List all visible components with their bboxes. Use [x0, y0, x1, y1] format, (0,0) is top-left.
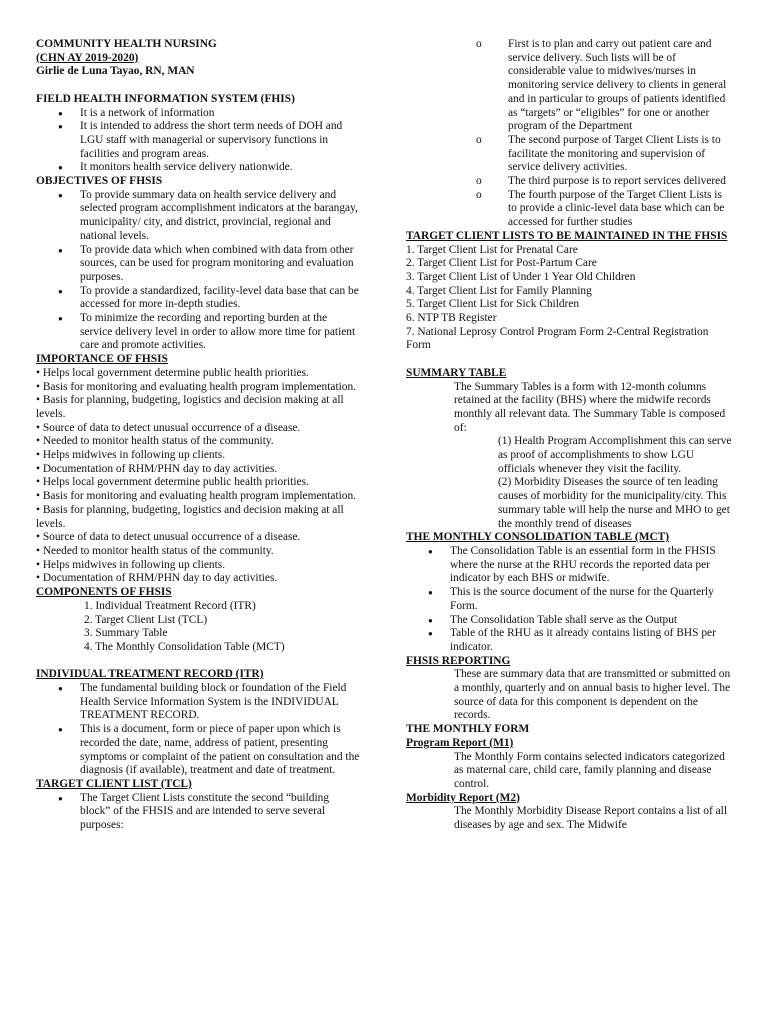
list-item: 2. Target Client List for Post-Partum Care: [406, 257, 597, 270]
list-item: 4. Target Client List for Family Planning: [406, 284, 592, 297]
list-item: 3. Target Client List of Under 1 Year Old Children: [406, 270, 636, 283]
components-list: [36, 600, 362, 655]
summary-item: (1) Health Program Accomplishment this can serve as proof of accomplishments to show LGU officials whenever they visit the facility.: [498, 435, 732, 475]
importance-list: [36, 367, 362, 586]
doc-title: COMMUNITY HEALTH NURSING: [36, 38, 217, 50]
itr-heading: INDIVIDUAL TREATMENT RECORD (ITR): [36, 668, 264, 681]
list-item: • Basis for monitoring and evaluating health program implementation.: [36, 490, 357, 503]
list-item: • Helps local government determine public health priorities.: [36, 476, 309, 489]
m2-heading: Morbidity Report (M2): [406, 791, 520, 804]
list-item: 1. Target Client List for Prenatal Care: [406, 243, 578, 256]
list-item: o First is to plan and carry out patient care and service delivery. Such lists will be of considerable value to midwives/nurses in monitoring service delivery to clients in general and in particular to groups of patients identified as “targets” or “eligibles” for one or another program of the Department: [476, 38, 732, 134]
summary-intro: The Summary Tables is a form with 12-month columns retained at the facility (BHS) where the midwife records monthly all relevant data. The Summary Table is composed of:: [454, 380, 726, 434]
list-item: • Basis for monitoring and evaluating health program implementation.: [36, 380, 357, 393]
list-item: • Source of data to detect unusual occurrence of a disease.: [36, 421, 301, 434]
list-item: • Basis for planning, budgeting, logistics and decision making at all levels.: [36, 503, 344, 530]
list-item: ● The fundamental building block or foundation of the Field Health Service Information System is the INDIVIDUAL TREATMENT RECORD.: [36, 682, 362, 723]
right-column: [406, 38, 732, 833]
list-item: • Basis for planning, budgeting, logistics and decision making at all levels.: [36, 394, 344, 420]
list-item: • Helps midwives in following up clients.: [36, 449, 226, 462]
list-item: ● It is a network of information: [36, 107, 362, 121]
monthly-form-heading: THE MONTHLY FORM: [406, 723, 530, 736]
list-item: ● Table of the RHU as it already contains listing of BHS per indicator.: [406, 627, 732, 654]
list-item: 2. Target Client List (TCL): [84, 613, 208, 626]
left-column: [36, 38, 362, 833]
doc-author: Girlie de Luna Tayao, RN, MAN: [36, 65, 195, 78]
list-item: ● To provide summary data on health service delivery and selected program accomplishment indicators at the barangay, municipality/ city, and district, provincial, regional and national levels.: [36, 189, 362, 244]
m1-text: The Monthly Form contains selected indicators categorized as maternal care, child care, family planning and disease control.: [454, 750, 725, 790]
list-item: ● This is the source document of the nurse for the Quarterly Form.: [406, 586, 732, 613]
list-item: ● To minimize the recording and reporting burden at the service delivery level in order to allow more time for patient care and promote activities.: [36, 312, 362, 353]
purposes-list: [476, 38, 732, 230]
objectives-list: [36, 189, 362, 353]
list-item: • Documentation of RHM/PHN day to day activities.: [36, 462, 278, 475]
list-item: ● It monitors health service delivery nationwide.: [36, 161, 362, 175]
list-item: 3. Summary Table: [84, 627, 168, 640]
list-item: o The fourth purpose of the Target Client Lists is to provide a clinic-level data base which can be accessed for further studies: [476, 189, 732, 230]
tcl-list: [36, 792, 362, 833]
tcl-heading: TARGET CLIENT LIST (TCL): [36, 777, 192, 790]
list-item: 6. NTP TB Register: [406, 312, 497, 325]
reporting-heading: FHSIS REPORTING: [406, 654, 511, 667]
itr-list: [36, 682, 362, 778]
list-item: o The second purpose of Target Client Lists is to facilitate the monitoring and supervision of service delivery activities.: [476, 134, 732, 175]
tcl-maintained-list: [406, 244, 732, 354]
list-item: ● The Consolidation Table is an essential form in the FHSIS where the nurse at the RHU records the reported data per indicator by each BHS or midwife.: [406, 545, 732, 586]
components-heading: COMPONENTS OF FHSIS: [36, 586, 172, 599]
reporting-text: These are summary data that are transmitted or submitted on a monthly, quarterly and on annual basis to higher level. The source of data for this component is dependent on the records.: [454, 668, 731, 722]
list-item: ● It is intended to address the short term needs of DOH and LGU staff with managerial or supervisory functions in facilities and program areas.: [36, 120, 362, 161]
mct-heading: THE MONTHLY CONSOLIDATION TABLE (MCT): [406, 531, 670, 544]
doc-subtitle: (CHN AY 2019-2020): [36, 51, 139, 64]
list-item: • Needed to monitor health status of the community.: [36, 545, 274, 557]
list-item: ● To provide data which when combined with data from other sources, can be used for program monitoring and evaluation purposes.: [36, 244, 362, 285]
list-item: • Source of data to detect unusual occurrence of a disease.: [36, 531, 301, 544]
tcl-maintained-heading: TARGET CLIENT LISTS TO BE MAINTAINED IN THE FHSIS: [406, 229, 728, 242]
mct-list: [406, 545, 732, 655]
list-item: ● To provide a standardized, facility-level data base that can be accessed for more in-depth studies.: [36, 285, 362, 312]
list-item: • Helps midwives in following up clients.: [36, 558, 226, 571]
list-item: ● The Consolidation Table shall serve as the Output: [406, 614, 732, 628]
summary-item: (2) Morbidity Diseases the source of ten leading causes of morbidity for the municipality/city. This summary table will help the nurse and MHO to get the monthly trend of diseases: [498, 476, 730, 530]
list-item: 1. Individual Treatment Record (ITR): [84, 599, 256, 612]
fhis-heading: FIELD HEALTH INFORMATION SYSTEM (FHIS): [36, 92, 295, 105]
m1-heading: Program Report (M1): [406, 736, 514, 749]
list-item: • Needed to monitor health status of the community.: [36, 435, 274, 448]
list-item: 4. The Monthly Consolidation Table (MCT): [84, 640, 285, 653]
list-item: ● This is a document, form or piece of paper upon which is recorded the date, name, address of patient, presenting symptoms or complaint of the patient on consultation and the diagnosis (if available), treatment and date of treatment.: [36, 723, 362, 778]
list-item: o The third purpose is to report services delivered: [476, 175, 732, 189]
fhis-list: [36, 107, 362, 176]
list-item: ● The Target Client Lists constitute the second “building block” of the FHSIS and are intended to serve several purposes:: [36, 792, 362, 833]
list-item: 7. National Leprosy Control Program Form 2-Central Registration Form: [406, 325, 709, 352]
summary-heading: SUMMARY TABLE: [406, 366, 507, 379]
list-item: • Documentation of RHM/PHN day to day activities.: [36, 572, 278, 585]
list-item: 5. Target Client List for Sick Children: [406, 298, 580, 311]
m2-text: The Monthly Morbidity Disease Report contains a list of all diseases by age and sex. The Midwife: [454, 805, 728, 832]
objectives-heading: OBJECTIVES OF FHSIS: [36, 175, 163, 188]
importance-heading: IMPORTANCE OF FHSIS: [36, 353, 168, 366]
list-item: • Helps local government determine public health priorities.: [36, 366, 309, 379]
